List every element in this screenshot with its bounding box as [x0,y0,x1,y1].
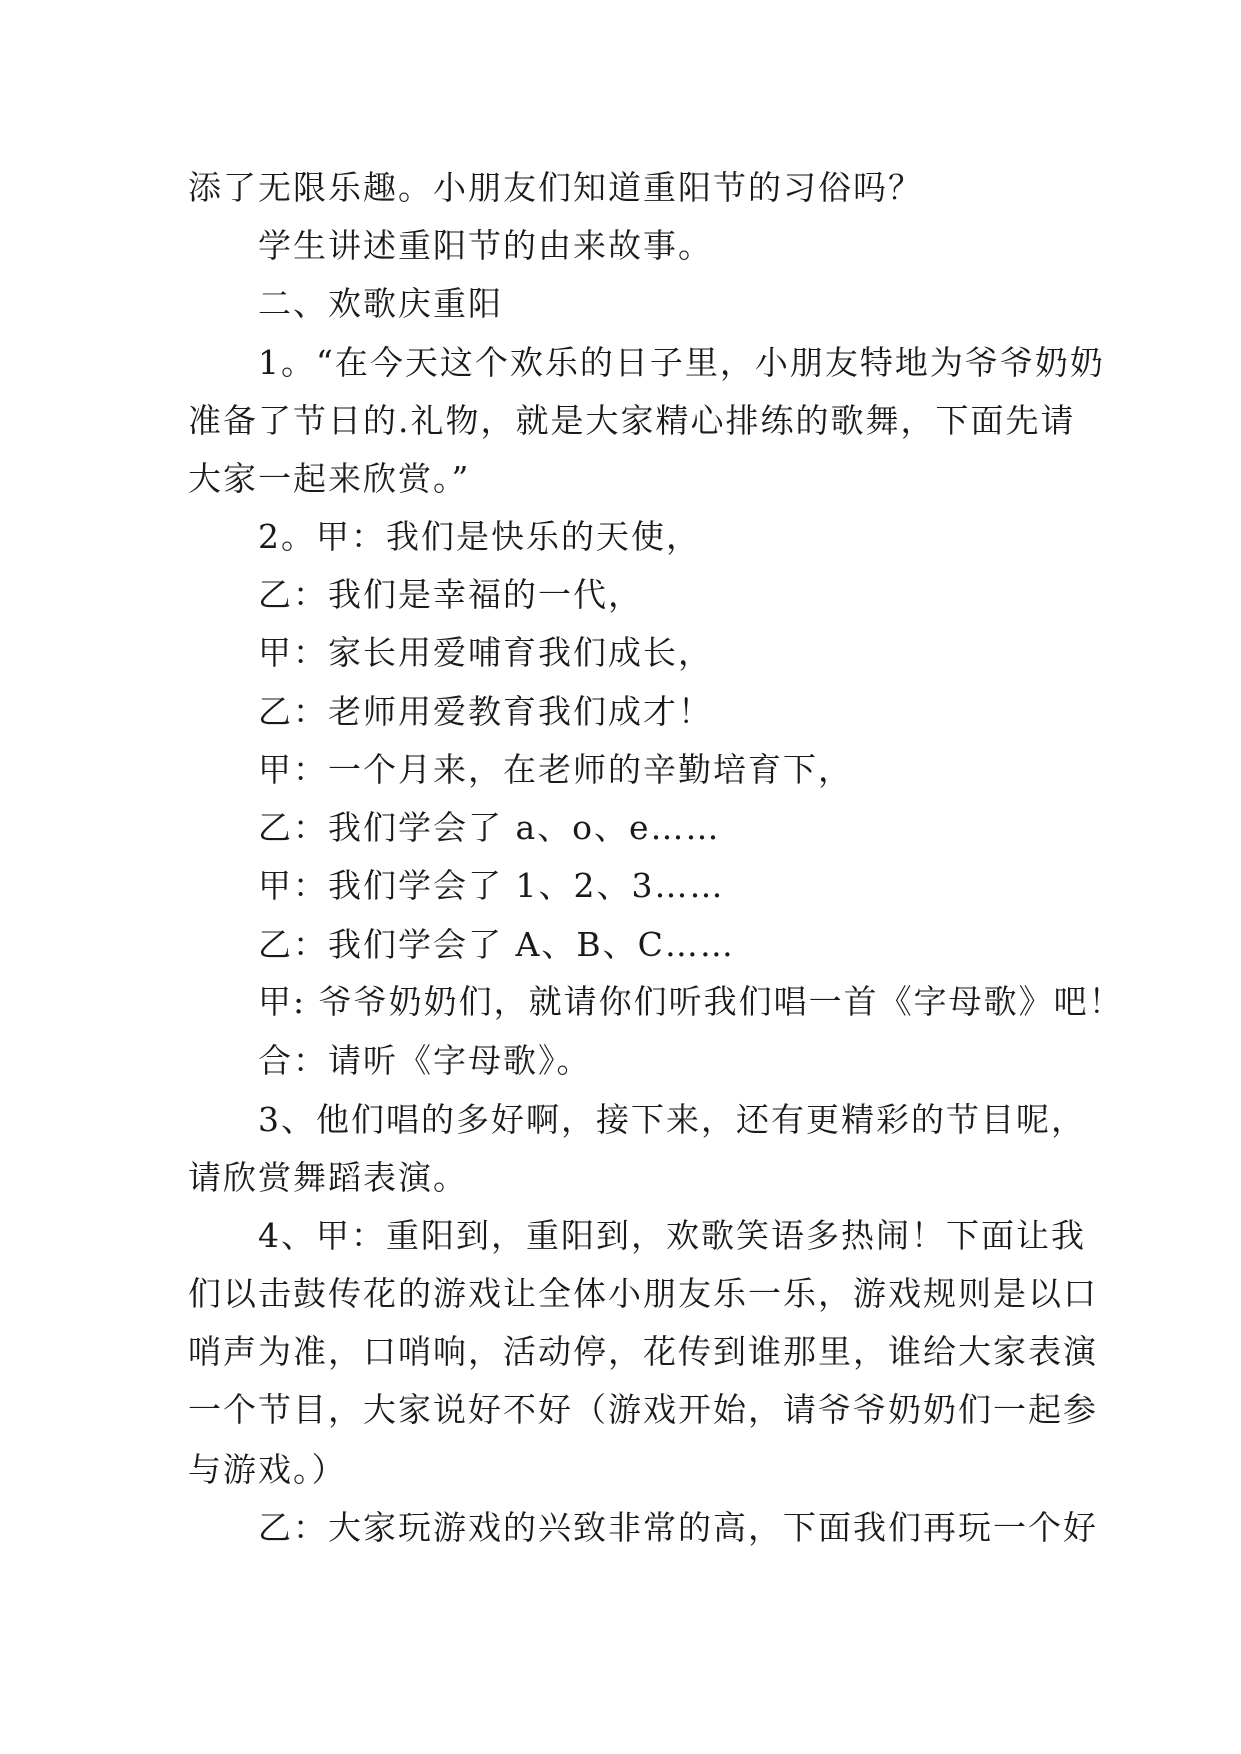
text-line: 大家一起来欣赏。” [188,459,471,498]
text-line: 甲: 爷爷奶奶们，就请你们听我们唱一首《字母歌》吧！ [258,982,1124,1021]
text-line: 4、甲：重阳到，重阳到，欢歌笑语多热闹！下面让我 [258,1216,1086,1255]
text-line: 甲：家长用爱哺育我们成长， [258,633,713,672]
text-line: 哨声为准，口哨响，活动停，花传到谁那里，谁给大家表演 [188,1332,1098,1371]
text-line: 甲：我们学会了 1、2、3…… [258,866,725,905]
text-line: 添了无限乐趣。小朋友们知道重阳节的习俗吗？ [188,168,923,207]
text-line: 与游戏。） [188,1450,347,1489]
text-line: 乙：我们是幸福的一代， [258,575,643,614]
text-line: 们以击鼓传花的游戏让全体小朋友乐一乐，游戏规则是以口 [188,1274,1098,1313]
text-line: 甲：一个月来，在老师的辛勤培育下， [258,750,853,789]
text-line: 3、他们唱的多好啊，接下来，还有更精彩的节目呢， [258,1100,1086,1139]
text-line: 一个节目，大家说好不好（游戏开始，请爷爷奶奶们一起参 [188,1390,1098,1429]
text-line: 乙：我们学会了 A、B、C…… [258,925,735,964]
text-line: 2。甲：我们是快乐的天使， [258,517,701,556]
text-line: 乙：我们学会了 a、o、e…… [258,808,721,847]
text-line: 学生讲述重阳节的由来故事。 [258,226,713,265]
text-line: 准备了节日的.礼物，就是大家精心排练的歌舞，下面先请 [188,401,1076,440]
text-line: 乙：老师用爱教育我们成才！ [258,692,713,731]
text-line: 乙：大家玩游戏的兴致非常的高，下面我们再玩一个好 [258,1508,1098,1547]
text-line: 请欣赏舞蹈表演。 [188,1158,468,1197]
text-line: 合：请听《字母歌》。 [258,1041,592,1080]
section-heading: 二、欢歌庆重阳 [258,284,503,323]
text-line: 1。“在今天这个欢乐的日子里，小朋友特地为爷爷奶奶 [258,343,1105,382]
